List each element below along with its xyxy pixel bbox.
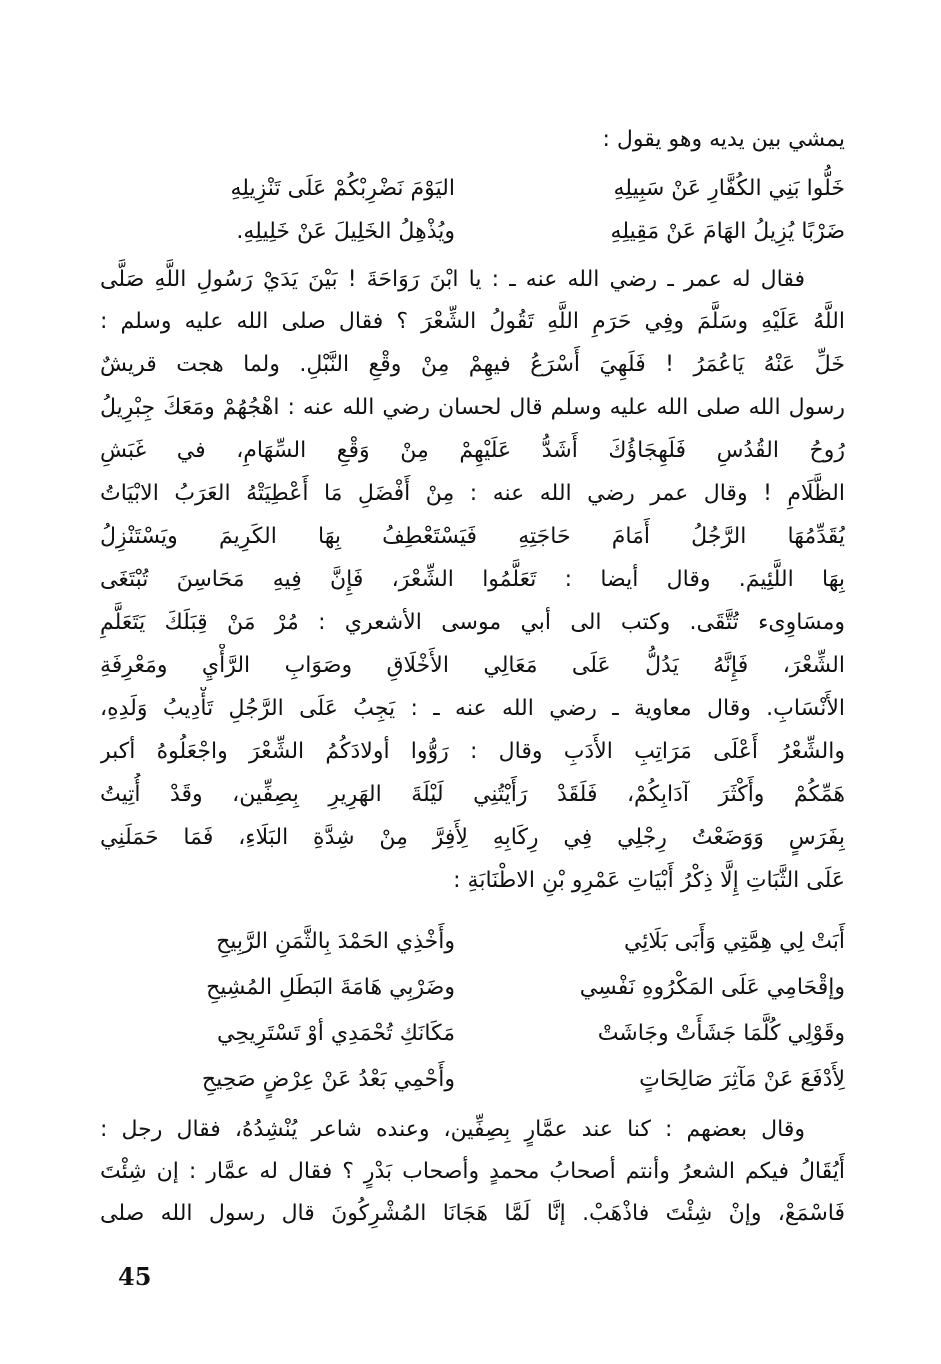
- verse-hemistich-left: وضَرْبِي هَامَةَ البَطَلِ المُشِيحِ: [206, 975, 455, 1000]
- paragraph-line: الأَنْسَابِ. وقال معاوية ـ رضي الله عنه ـ : يَجِبُ عَلَى الرَّجُلِ تَأْدِيبُ وَلَدِهِ،: [100, 696, 845, 721]
- verse-hemistich-right: خَلُّوا بَنِي الكُفَّارِ عَنْ سَبِيلِهِ: [613, 176, 845, 201]
- verse-hemistich-right: ضَرْبًا يُزِيلُ الهَامَ عَنْ مَقِيلِهِ: [610, 219, 845, 244]
- paragraph-line: والشِّعْرُ أَعْلَى مَرَاتِبِ الأَدَبِ وقال : رَوُّوا أولادَكُمُ الشِّعْرَ واجْعَلُوهُ أكبر: [100, 739, 845, 764]
- paragraph-line: رسول الله صلى الله عليه وسلم قال لحسان رضي الله عنه : اهْجُهُمْ ومَعَكَ جِبْرِيلُ: [100, 395, 845, 420]
- paragraph-line: هَمِّكُمْ وأَكْثَرَ آدَابِكُمْ، فَلَقَدْ رَأَيْتُنِي لَيْلَةَ الهَرِيرِ بِصِفِّين، وقَدْ أُتِيتُ: [100, 782, 845, 807]
- verse-hemistich-left: ويُذْهِلُ الخَلِيلَ عَنْ خَلِيلِهِ.: [236, 219, 455, 244]
- page-number: 45: [118, 1262, 152, 1291]
- paragraph-line: بِفَرَسٍ وَوَضَعْتُ رِجْلِي فِي رِكَابِهِ لِأَفِرَّ مِنْ شِدَّةِ البَلَاءِ، فَمَا حَمَلَنِي: [100, 825, 845, 850]
- paragraph-line: وقال بعضهم : كنا عند عمَّارٍ بِصِفِّين، وعنده شاعر يُنْشِدُهُ، فقال رجل :: [100, 1117, 805, 1142]
- paragraph-line: فقال له عمر ـ رضي الله عنه ـ : يا ابْنَ رَوَاحَةَ ! بَيْنَ يَدَيْ رَسُولِ اللَّهِ صَلَّى: [100, 267, 805, 292]
- verse-hemistich-left: وأَخْذِي الحَمْدَ بِالثَّمَنِ الرَّبِيحِ: [216, 929, 455, 954]
- verse-hemistich-left: وأَحْمِي بَعْدُ عَنْ عِرْضٍ صَحِيحِ: [201, 1067, 455, 1092]
- paragraph-line: الظَّلَامِ ! وقال عمر رضي الله عنه : مِنْ أَفْضَلِ مَا أَعْطِيَتْهُ العَرَبُ الابْيَاتُ: [100, 481, 845, 506]
- paragraph-line: بِهَا اللَّئِيمَ. وقال أيضا : تَعَلَّمُوا الشِّعْرَ، فَإِنَّ فِيهِ مَحَاسِنَ تُبْتَغَى: [100, 567, 845, 592]
- verse-hemistich-right: أَبَتْ لِي هِمَّتِي وَأَبَى بَلَائِي: [623, 929, 845, 954]
- paragraph-line: يُقَدِّمُهَا الرَّجُلُ أَمَامَ حَاجَتِهِ فَيَسْتَعْطِفُ بِهَا الكَرِيمَ ويَسْتَنْزِلُ: [100, 524, 845, 549]
- intro-line: يمشي بين يديه وهو يقول :: [602, 127, 845, 152]
- paragraph-line: ومسَاوِىء تُتَّقَى. وكتب الى أبي موسى الأشعري : مُرْ مَنْ قِبَلَكَ يَتَعَلَّمِ: [100, 610, 845, 635]
- paragraph-line: خَلِّ عَنْهُ يَاعُمَرُ ! فَلَهِيَ أَسْرَعُ فيهِمْ مِنْ وقْعِ النَّبْلِ. ولما هجت قريشٌ: [100, 352, 845, 377]
- verse-hemistich-right: لِأَدْفَعَ عَنْ مَآثِرَ صَالِحَاتٍ: [639, 1067, 845, 1092]
- paragraph-line: أَيُقَالُ فيكم الشعرُ وأنتم أصحابُ محمدٍ وأصحاب بَدْرٍ ؟ فقال له عمَّار : إن شِئْتَ: [100, 1159, 845, 1184]
- paragraph-line: اللَّهُ عَلَيْهِ وسَلَّمَ وفِي حَرَمِ اللَّهِ تَقُولُ الشِّعْرَ ؟ فقال صلى الله عليه وسلم :: [100, 309, 845, 334]
- verse-hemistich-right: وإقْحَامِي عَلَى المَكْرُوهِ نَفْسِي: [579, 975, 845, 1000]
- paragraph-line: رُوحُ القُدُسِ فَلَهِجَاؤُكَ أَشَدُّ عَلَيْهِمْ مِنْ وَقْعِ السِّهَامِ، في غَبَشِ: [100, 438, 845, 463]
- verse-hemistich-left: مَكَانَكِ تُحْمَدِي أوْ تَسْتَرِيحِي: [216, 1021, 455, 1046]
- paragraph-line: فَاسْمَعْ، وإنْ شِئْتَ فاذْهَبْ. إنَّا لَمَّا هَجَانَا المُشْرِكُونَ قال رسول الله صلى: [100, 1201, 845, 1226]
- verse-hemistich-left: اليَوْمَ نَضْرِبْكُمْ عَلَى تَنْزِيلِهِ: [230, 176, 455, 201]
- paragraph-line: الشِّعْرَ، فَإِنَّهُ يَدُلُّ عَلَى مَعَالِي الأَخْلَاقِ وصَوَابِ الرَّأْيِ ومَعْرِفَةِ: [100, 653, 845, 678]
- verse-hemistich-right: وقَوْلِي كُلَّمَا جَشَأَتْ وجَاشَتْ: [597, 1021, 845, 1046]
- paragraph-line: عَلَى الثَّبَاتِ إِلَّا ذِكْرُ أَبْيَاتِ عَمْرِو بْنِ الاطْنَابَةِ :: [453, 868, 845, 893]
